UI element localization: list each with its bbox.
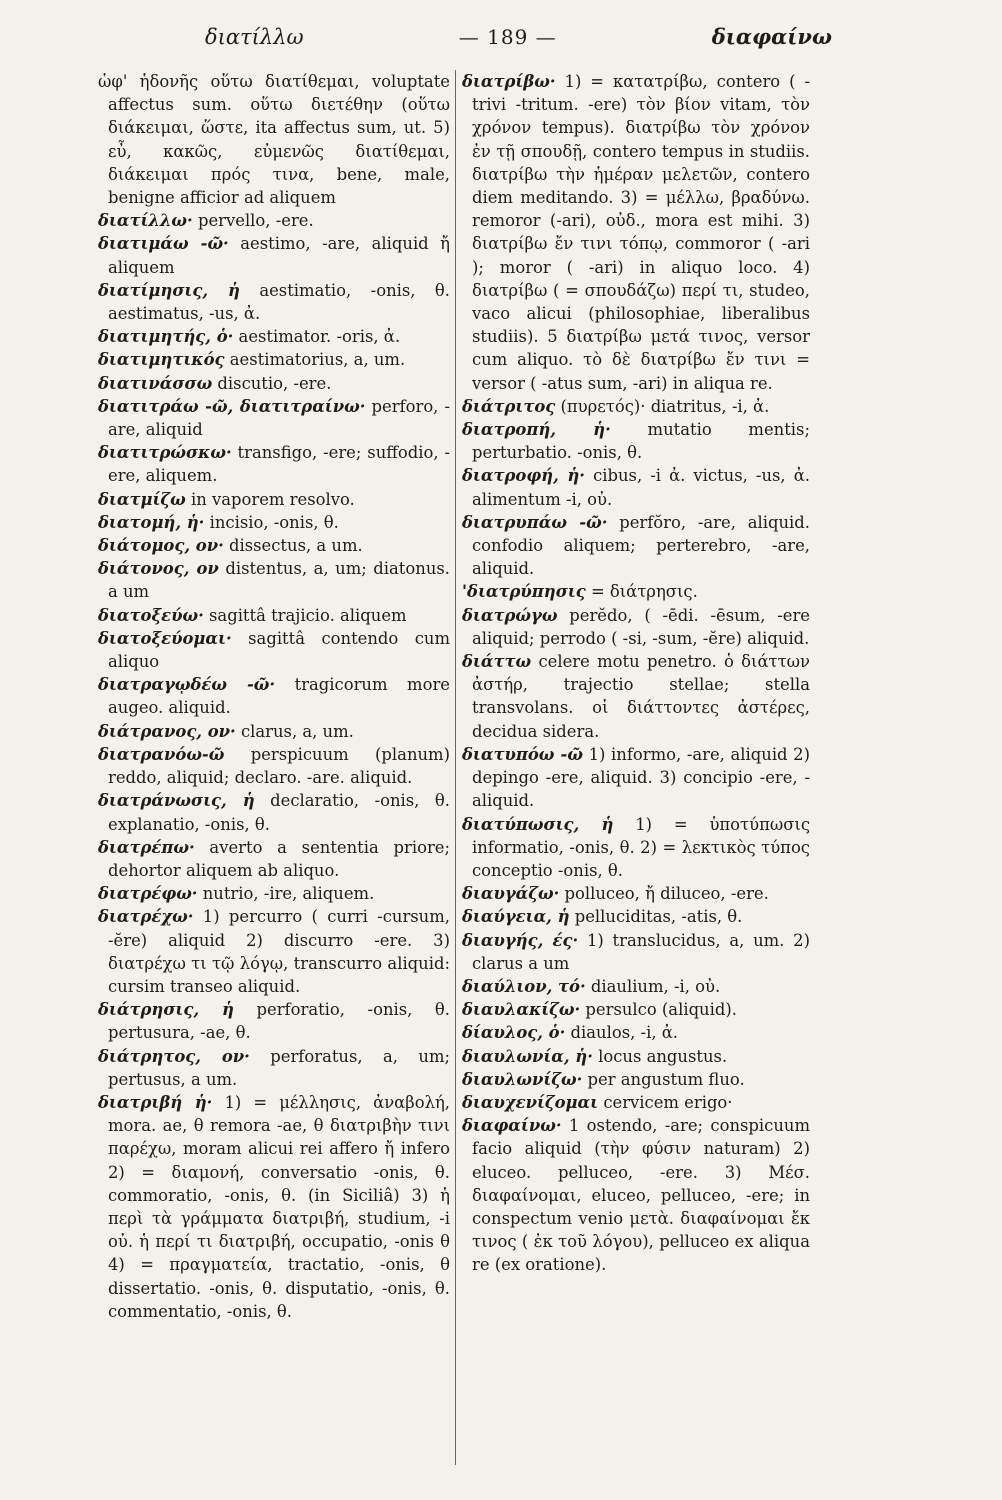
dictionary-entry (98, 511, 450, 534)
entry-headword: διαυγής, ές· (462, 930, 579, 950)
entry-headword: διατινάσσω (98, 373, 213, 393)
dictionary-entry (98, 627, 450, 673)
entry-headword: διατιτρώσκω· (98, 443, 232, 463)
dictionary-entry (462, 1091, 810, 1114)
entry-headword: διατμίζω (98, 489, 186, 509)
entry-definition: aestimator. -oris, ἀ. (238, 327, 401, 347)
dictionary-entry (98, 557, 450, 603)
dictionary-entry (462, 1021, 810, 1044)
dictionary-entry (98, 789, 450, 835)
entry-headword: διάτομος, ον· (98, 536, 224, 556)
entry-headword: διατύπωσις, ἡ (462, 814, 614, 834)
dictionary-entry (98, 372, 450, 395)
dictionary-entry (462, 395, 810, 418)
entry-definition: transfigo, -ere; suffodio, -ere, aliquem. (108, 443, 450, 486)
entry-headword: διάτρησις, ἡ (98, 1000, 234, 1020)
entry-headword: διατροπή, ἡ· (462, 420, 611, 440)
entry-headword: διατροφή, ἡ· (462, 466, 585, 486)
entry-definition: = διάτρησις. (590, 582, 698, 602)
column-divider (455, 70, 456, 1465)
entry-definition: in vaporem resolvo. (190, 489, 355, 509)
entry-definition: diaulos, -i, ἀ. (570, 1023, 679, 1043)
entry-definition: ὡφ' ἡδονῆς οὕτω διατίθεμαι, voluptate affectus sum. οὕτω διετέθην (οὕτω διάκειμαι, ὥστε, ita affectus sum, ut. 5) εὖ, κακῶς, εὐμενῶς διατίθεμαι, διάκειμαι πρός τινα, bene, male, benigne afficior ad aliquem (98, 72, 450, 208)
dictionary-entry (462, 905, 810, 928)
entry-headword: διαυγάζω· (462, 884, 560, 904)
entry-headword: διατοξεύομαι· (98, 628, 232, 648)
entry-definition: aestimatorius, a, um. (229, 350, 406, 370)
entry-definition: mutatio mentis; perturbatio. -onis, θ. (472, 420, 810, 463)
dictionary-entry (462, 650, 810, 743)
dictionary-entry (98, 1045, 450, 1091)
dictionary-entry (462, 511, 810, 581)
right-column (462, 70, 810, 1277)
entry-definition: sagittâ trajicio. aliquem (209, 605, 407, 625)
dictionary-entry (462, 975, 810, 998)
entry-definition: sagittâ contendo cum aliquo (108, 628, 450, 672)
entry-headword: διαυχενίζομαι (462, 1092, 599, 1112)
dictionary-entry (462, 464, 810, 510)
entry-headword: διατράνωσις, ἡ (98, 791, 255, 811)
entry-definition: locus angustus. (598, 1046, 728, 1066)
header-right-guide-word: διαφαίνω (711, 24, 832, 49)
dictionary-entry (98, 488, 450, 511)
entry-definition: perfŏro, -are, aliquid. confodio aliquem; perterebro, -are, aliquid. (472, 512, 810, 579)
entry-definition: perforo, -are, aliquid (108, 396, 450, 440)
entry-definition: aestimatio, -onis, θ. aestimatus, -us, ἀ. (108, 280, 450, 324)
dictionary-entry (98, 882, 450, 905)
entry-definition: persulco (aliquid). (585, 1000, 737, 1020)
dictionary-entry (462, 882, 810, 905)
dictionary-entry (462, 1114, 810, 1276)
dictionary-entry (98, 232, 450, 278)
dictionary-entry (98, 604, 450, 627)
entry-definition: perforatus, a, um; pertusus, a um. (108, 1046, 451, 1089)
dictionary-entry (98, 279, 450, 325)
entry-headword: διαυλωνία, ἡ· (462, 1046, 593, 1066)
entry-definition: cervicem erigo· (603, 1092, 733, 1112)
dictionary-entry (98, 348, 450, 371)
dictionary-entry (98, 209, 450, 232)
dictionary-entry (462, 743, 810, 813)
entry-definition: nutrio, -ire, aliquem. (202, 884, 375, 904)
entry-headword: διατρέχω· (98, 907, 194, 927)
entry-headword: διαύγεια, ἡ (462, 907, 570, 927)
entry-definition: distentus, a, um; diatonus. a um (108, 559, 450, 602)
entry-headword: διατριβή ἡ· (98, 1092, 213, 1112)
dictionary-entry (98, 395, 450, 441)
dictionary-entry (462, 580, 810, 603)
dictionary-entry (462, 929, 810, 975)
entry-definition: polluceo, ἤ diluceo, -ere. (564, 884, 769, 904)
dictionary-entry (98, 534, 450, 557)
left-column (98, 70, 450, 1323)
entry-headword: διατρέφω· (98, 884, 198, 904)
entry-headword: διατιμητικός (98, 350, 225, 370)
dictionary-entry (462, 813, 810, 883)
entry-definition: incisio, -onis, θ. (209, 512, 339, 532)
entry-headword: διατραγῳδέω -ῶ· (98, 675, 276, 695)
dictionary-entry (98, 325, 450, 348)
entry-definition: perforatio, -onis, θ. pertusura, -ae, θ. (108, 1000, 450, 1043)
entry-headword: διάττω (462, 652, 532, 672)
dictionary-entry (98, 905, 450, 998)
entry-definition: cibus, -i ἀ. victus, -us, ἀ. alimentum -i, οὐ. (472, 466, 810, 509)
entry-headword: διατιμητής, ὁ· (98, 327, 234, 347)
entry-definition: aestimo, -are, aliquid ἤ aliquem (108, 234, 450, 277)
entry-headword: διαύλιον, τό· (462, 976, 586, 996)
entry-definition: perspicuum (planum) reddo, aliquid; declaro. -are. aliquid. (108, 744, 450, 788)
entry-headword: διάτρητος, ον· (98, 1046, 250, 1066)
entry-definition: 1 ostendo, -are; conspicuum facio aliquid (τὴν φύσιν naturam) 2) eluceo. pelluceo, -ere. 3) Μέσ. διαφαίνομαι, eluceo, pelluceo, -ere; in conspectum venio μετὰ. διαφαίνομαι ἔκ τινος ( ἐκ τοῦ λόγου), pelluceo ex aliqua re (ex oratione). (472, 1116, 810, 1275)
entry-headword: διατρίβω· (462, 72, 556, 91)
dictionary-entry (98, 743, 450, 789)
entry-definition: declaratio, -onis, θ. explanatio, -onis, θ. (108, 791, 450, 834)
dictionary-entry (462, 1068, 810, 1091)
entry-definition: averto a sententia priore; dehortor aliquem ab aliquo. (108, 837, 450, 880)
dictionary-entry (462, 604, 810, 650)
entry-definition: 1) = μέλλησις, ἀναβολή, mora. ae, θ remora -ae, θ διατριβὴν τινι παρέχω, moram alicui rei affero ἤ infero 2) = διαμονή, conversatio -onis, θ. commoratio, -onis, θ. (in Siciliâ) 3) ἡ περὶ τὰ γράμματα διατριβή, studium, -i οὐ. ἡ περί τι διατριβή, occupatio, -onis θ 4) = πραγματεία, tractatio, -onis, θ dissertatio. -onis, θ. disputatio, -onis, θ. commentatio, -onis, θ. (108, 1092, 451, 1321)
dictionary-entry (98, 70, 450, 209)
dictionary-entry (462, 418, 810, 464)
entry-headword: διατιτράω -ῶ, διατιτραίνω· (98, 396, 366, 416)
entry-definition: discutio, -ere. (217, 373, 332, 393)
dictionary-entry (98, 441, 450, 487)
dictionary-entry (462, 70, 810, 395)
entry-headword: διαυλωνίζω· (462, 1069, 583, 1089)
entry-definition: dissectus, a um. (229, 536, 363, 556)
dictionary-entry (462, 1045, 810, 1068)
entry-headword: διατομή, ἡ· (98, 512, 205, 532)
entry-definition: pelluciditas, -atis, θ. (574, 907, 743, 927)
entry-definition: per angustum fluo. (587, 1069, 745, 1089)
dictionary-entry (98, 998, 450, 1044)
entry-definition: 1) translucidus, a, um. 2) clarus a um (472, 930, 810, 973)
entry-headword: διάτρανος, ον· (98, 721, 236, 741)
entry-definition: diaulium, -i, οὐ. (590, 976, 721, 996)
entry-definition: 1) informo, -are, aliquid 2) depingo -ere, aliquid. 3) concipio -ere, -aliquid. (472, 744, 810, 811)
entry-definition: 1) = κατατρίβω, contero ( -trivi -tritum. -ere) τὸν βίον vitam, τὸν χρόνον tempus). διατρίβω τὸν χρόνον ἐν τῇ σπουδῇ, contero tempus in studiis. διατρίβω τὴν ἡμέραν μελετῶν, contero diem meditando. 3) = μέλλω, βραδύνω. remoror (-ari), οὐδ., mora est mihi. 3) διατρίβω ἔν τινι τόπῳ, commoror ( -ari ); moror ( -ari) in aliquo loco. 4) διατρίβω ( = σπουδάζω) περί τι, studeo, vaco alicui (philosophiae, liberalibus studiis). 5 διατρίβω μετά τινος, versor cum aliquo. τὸ δὲ διατρίβω ἔν τινι = versor ( -atus sum, -ari) in aliqua re. (472, 72, 811, 393)
header-left-guide-word: διατίλλω (205, 25, 304, 49)
entry-headword: διατρυπάω -ῶ· (462, 512, 608, 532)
dictionary-entry (98, 1091, 450, 1323)
entry-definition: (πυρετός)· diatritus, -i, ἀ. (560, 396, 770, 416)
entry-headword: διάτονος, ον (98, 559, 219, 579)
entry-headword: διατιμάω -ῶ· (98, 234, 229, 254)
entry-definition: celere motu penetro. ὁ διάττων ἀστήρ, trajectio stellae; stella transvolans. οἱ διάττοντες ἀστέρες, decidua sidera. (472, 652, 811, 741)
entry-headword: διατίμησις, ἡ (98, 280, 240, 300)
entry-definition: pervello, -ere. (197, 211, 314, 231)
entry-headword: διαυλακίζω· (462, 1000, 581, 1020)
dictionary-entry (98, 720, 450, 743)
entry-headword: διαφαίνω· (462, 1116, 562, 1136)
entry-headword: διατρέπω· (98, 837, 195, 857)
entry-definition: 1) = ὑποτύπωσις informatio, -onis, θ. 2) = λεκτικὸς τύπος conceptio -onis, θ. (472, 814, 811, 880)
entry-headword: δίαυλος, ὁ· (462, 1023, 566, 1043)
page-number: — 189 — (458, 25, 557, 49)
entry-headword: διατρανόω-ῶ (98, 744, 225, 764)
entry-definition: 1) percurro ( curri -cursum, -ĕre) aliquid 2) discurro -ere. 3) διατρέχω τι τῷ λόγῳ, transcurro aliquid: cursim transeo aliquid. (108, 907, 450, 996)
entry-headword: διατυπόω -ῶ (462, 744, 583, 764)
page-header (205, 24, 832, 49)
entry-definition: perĕdo, ( -ēdi. -ēsum, -ere aliquid; perrodo ( -si, -sum, -ĕre) aliquid. (472, 605, 810, 648)
entry-definition: clarus, a, um. (240, 721, 354, 741)
dictionary-entry (462, 998, 810, 1021)
entry-headword: διατοξεύω· (98, 605, 204, 625)
dictionary-entry (98, 673, 450, 719)
dictionary-entry (98, 836, 450, 882)
entry-headword: διατίλλω· (98, 211, 193, 231)
entry-headword: διατρώγω (462, 605, 558, 625)
entry-headword: διάτριτος (462, 396, 556, 416)
entry-headword: 'διατρύπησις (462, 582, 586, 602)
entry-definition: tragicorum more augeo. aliquid. (108, 675, 450, 718)
